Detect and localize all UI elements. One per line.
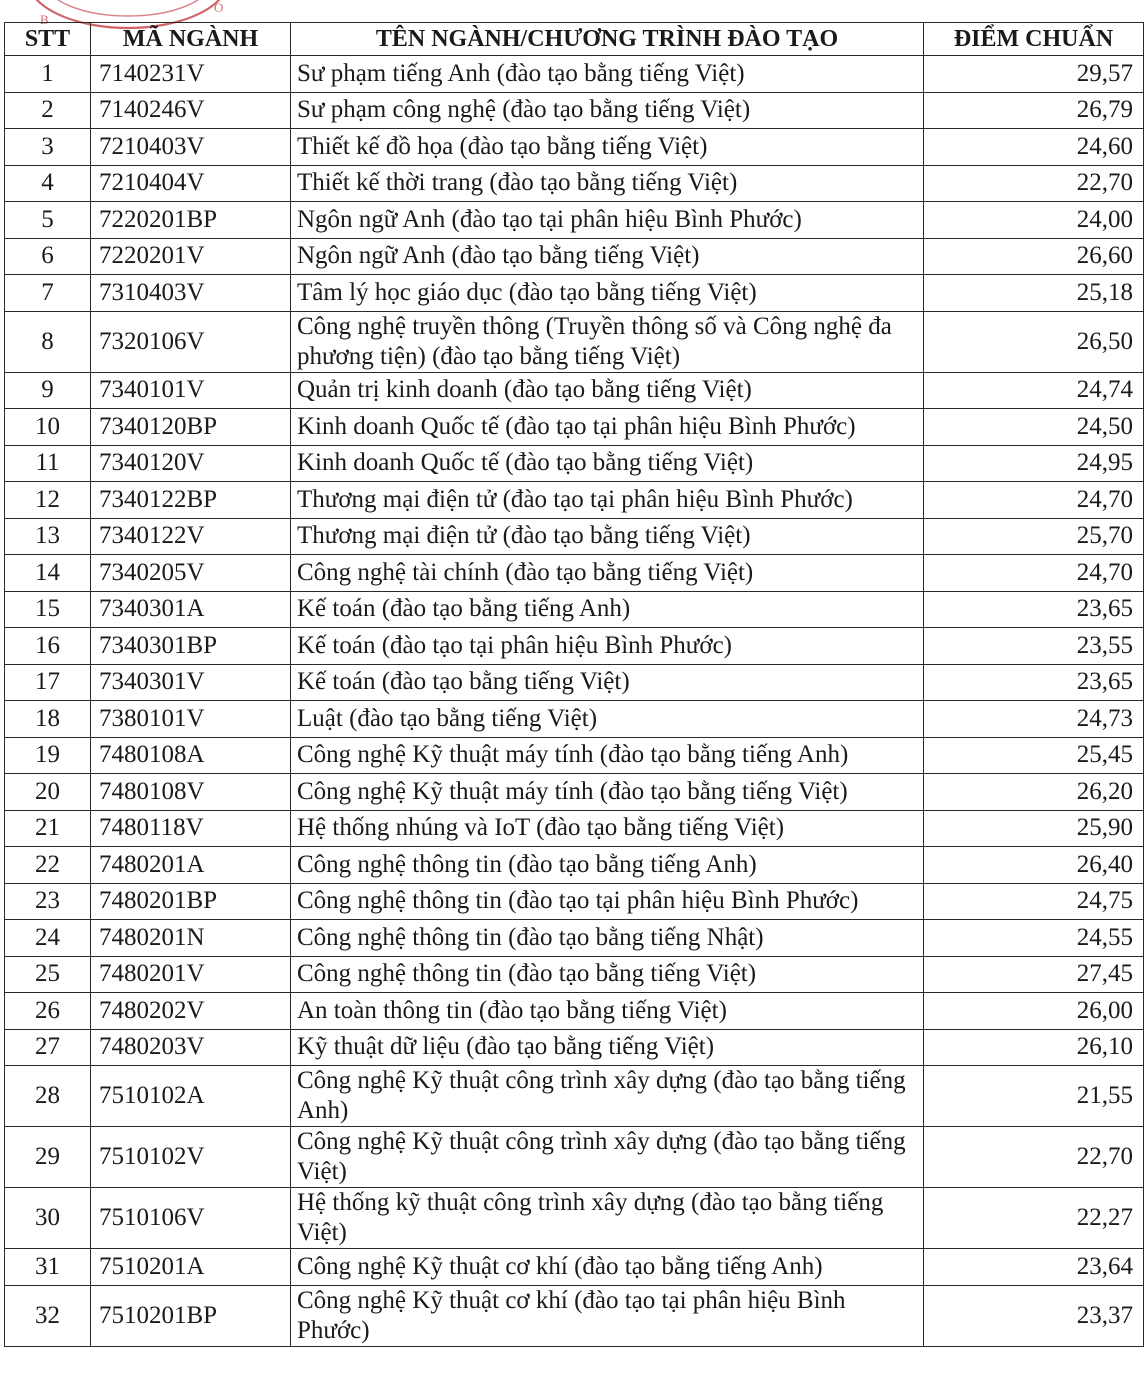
row-program-name: Công nghệ tài chính (đào tạo bằng tiếng Việt) bbox=[291, 555, 924, 592]
table-row bbox=[5, 956, 1144, 993]
row-stt: 13 bbox=[5, 518, 91, 555]
row-program-code: 7340301V bbox=[91, 664, 291, 701]
row-stt: 12 bbox=[5, 482, 91, 519]
header-code: MÃ NGÀNH bbox=[91, 23, 291, 56]
row-program-code: 7210403V bbox=[91, 129, 291, 166]
row-program-code: 7510102V bbox=[91, 1127, 291, 1188]
row-program-code: 7340301A bbox=[91, 591, 291, 628]
row-cutoff-score: 23,37 bbox=[924, 1285, 1144, 1346]
table-row bbox=[5, 555, 1144, 592]
table-row bbox=[5, 847, 1144, 884]
row-cutoff-score: 24,75 bbox=[924, 883, 1144, 920]
row-stt: 11 bbox=[5, 445, 91, 482]
table-row bbox=[5, 883, 1144, 920]
row-program-code: 7480203V bbox=[91, 1029, 291, 1066]
row-program-name: Ngôn ngữ Anh (đào tạo tại phân hiệu Bình Phước) bbox=[291, 202, 924, 239]
row-cutoff-score: 24,73 bbox=[924, 701, 1144, 738]
table-row bbox=[5, 810, 1144, 847]
row-program-name: Công nghệ Kỹ thuật máy tính (đào tạo bằng tiếng Anh) bbox=[291, 737, 924, 774]
row-program-name: Hệ thống kỹ thuật công trình xây dựng (đào tạo bằng tiếng Việt) bbox=[291, 1188, 924, 1249]
header-stt: STT bbox=[5, 23, 91, 56]
row-cutoff-score: 24,74 bbox=[924, 372, 1144, 409]
row-program-name: Thương mại điện tử (đào tạo bằng tiếng Việt) bbox=[291, 518, 924, 555]
row-program-name: Công nghệ thông tin (đào tạo bằng tiếng Nhật) bbox=[291, 920, 924, 957]
row-program-name: Công nghệ Kỹ thuật cơ khí (đào tạo tại phân hiệu Bình Phước) bbox=[291, 1285, 924, 1346]
row-program-name: Sư phạm công nghệ (đào tạo bằng tiếng Việt) bbox=[291, 92, 924, 129]
table-row bbox=[5, 92, 1144, 129]
row-program-name: Tâm lý học giáo dục (đào tạo bằng tiếng Việt) bbox=[291, 275, 924, 312]
row-program-name: Công nghệ Kỹ thuật máy tính (đào tạo bằng tiếng Việt) bbox=[291, 774, 924, 811]
row-program-code: 7220201V bbox=[91, 238, 291, 275]
row-program-code: 7210404V bbox=[91, 165, 291, 202]
row-stt: 5 bbox=[5, 202, 91, 239]
row-stt: 27 bbox=[5, 1029, 91, 1066]
admission-score-table bbox=[4, 22, 1144, 1347]
row-cutoff-score: 26,10 bbox=[924, 1029, 1144, 1066]
table-body bbox=[5, 56, 1144, 1347]
row-program-name: Hệ thống nhúng và IoT (đào tạo bằng tiếng Việt) bbox=[291, 810, 924, 847]
table-row bbox=[5, 1285, 1144, 1346]
table-row bbox=[5, 372, 1144, 409]
table-row bbox=[5, 737, 1144, 774]
row-program-name: Kế toán (đào tạo bằng tiếng Việt) bbox=[291, 664, 924, 701]
row-stt: 1 bbox=[5, 56, 91, 93]
row-program-name: Sư phạm tiếng Anh (đào tạo bằng tiếng Việt) bbox=[291, 56, 924, 93]
table-row bbox=[5, 275, 1144, 312]
table-row bbox=[5, 993, 1144, 1030]
row-cutoff-score: 24,00 bbox=[924, 202, 1144, 239]
row-stt: 2 bbox=[5, 92, 91, 129]
table-row bbox=[5, 311, 1144, 372]
table-row bbox=[5, 591, 1144, 628]
row-program-code: 7340301BP bbox=[91, 628, 291, 665]
row-program-name: Công nghệ truyền thông (Truyền thông số và Công nghệ đa phương tiện) (đào tạo bằng tiếng Việt) bbox=[291, 311, 924, 372]
row-stt: 6 bbox=[5, 238, 91, 275]
row-program-code: 7480108A bbox=[91, 737, 291, 774]
table-row bbox=[5, 920, 1144, 957]
row-program-code: 7340205V bbox=[91, 555, 291, 592]
table-row bbox=[5, 409, 1144, 446]
row-program-code: 7320106V bbox=[91, 311, 291, 372]
row-cutoff-score: 24,70 bbox=[924, 482, 1144, 519]
table-row bbox=[5, 628, 1144, 665]
row-program-code: 7480201V bbox=[91, 956, 291, 993]
table-row bbox=[5, 1066, 1144, 1127]
row-program-name: Ngôn ngữ Anh (đào tạo bằng tiếng Việt) bbox=[291, 238, 924, 275]
row-program-code: 7340101V bbox=[91, 372, 291, 409]
row-cutoff-score: 23,65 bbox=[924, 591, 1144, 628]
row-stt: 16 bbox=[5, 628, 91, 665]
row-cutoff-score: 22,70 bbox=[924, 165, 1144, 202]
row-cutoff-score: 25,70 bbox=[924, 518, 1144, 555]
row-cutoff-score: 24,50 bbox=[924, 409, 1144, 446]
row-stt: 29 bbox=[5, 1127, 91, 1188]
svg-text:B: B bbox=[40, 12, 49, 27]
row-cutoff-score: 27,45 bbox=[924, 956, 1144, 993]
row-stt: 32 bbox=[5, 1285, 91, 1346]
row-cutoff-score: 26,00 bbox=[924, 993, 1144, 1030]
row-program-name: Thương mại điện tử (đào tạo tại phân hiệu Bình Phước) bbox=[291, 482, 924, 519]
row-stt: 17 bbox=[5, 664, 91, 701]
row-program-name: Công nghệ thông tin (đào tạo tại phân hiệu Bình Phước) bbox=[291, 883, 924, 920]
table-row bbox=[5, 1188, 1144, 1249]
row-program-name: Công nghệ Kỹ thuật công trình xây dựng (đào tạo bằng tiếng Anh) bbox=[291, 1066, 924, 1127]
row-stt: 3 bbox=[5, 129, 91, 166]
table-row bbox=[5, 1029, 1144, 1066]
row-program-code: 7340122V bbox=[91, 518, 291, 555]
row-program-name: Kế toán (đào tạo bằng tiếng Anh) bbox=[291, 591, 924, 628]
table-row bbox=[5, 664, 1144, 701]
row-cutoff-score: 23,64 bbox=[924, 1249, 1144, 1286]
row-program-code: 7480201A bbox=[91, 847, 291, 884]
row-cutoff-score: 22,27 bbox=[924, 1188, 1144, 1249]
header-score: ĐIỂM CHUẨN bbox=[924, 23, 1144, 56]
row-cutoff-score: 23,55 bbox=[924, 628, 1144, 665]
row-stt: 14 bbox=[5, 555, 91, 592]
row-stt: 22 bbox=[5, 847, 91, 884]
row-cutoff-score: 25,45 bbox=[924, 737, 1144, 774]
row-stt: 30 bbox=[5, 1188, 91, 1249]
row-stt: 8 bbox=[5, 311, 91, 372]
row-stt: 4 bbox=[5, 165, 91, 202]
row-cutoff-score: 24,70 bbox=[924, 555, 1144, 592]
row-stt: 26 bbox=[5, 993, 91, 1030]
row-program-code: 7310403V bbox=[91, 275, 291, 312]
row-program-code: 7140246V bbox=[91, 92, 291, 129]
table-row bbox=[5, 238, 1144, 275]
row-program-code: 7480202V bbox=[91, 993, 291, 1030]
row-program-name: Thiết kế đồ họa (đào tạo bằng tiếng Việt) bbox=[291, 129, 924, 166]
row-program-code: 7380101V bbox=[91, 701, 291, 738]
row-program-code: 7510106V bbox=[91, 1188, 291, 1249]
row-program-name: Công nghệ thông tin (đào tạo bằng tiếng Anh) bbox=[291, 847, 924, 884]
row-cutoff-score: 26,20 bbox=[924, 774, 1144, 811]
table-row bbox=[5, 518, 1144, 555]
row-program-code: 7340120BP bbox=[91, 409, 291, 446]
table-row bbox=[5, 1127, 1144, 1188]
row-program-code: 7480201N bbox=[91, 920, 291, 957]
row-cutoff-score: 26,79 bbox=[924, 92, 1144, 129]
row-program-code: 7510201BP bbox=[91, 1285, 291, 1346]
row-cutoff-score: 24,55 bbox=[924, 920, 1144, 957]
table-row bbox=[5, 445, 1144, 482]
row-cutoff-score: 24,60 bbox=[924, 129, 1144, 166]
table-row bbox=[5, 701, 1144, 738]
row-program-name: An toàn thông tin (đào tạo bằng tiếng Việt) bbox=[291, 993, 924, 1030]
table-row bbox=[5, 1249, 1144, 1286]
row-cutoff-score: 21,55 bbox=[924, 1066, 1144, 1127]
row-program-code: 7220201BP bbox=[91, 202, 291, 239]
row-stt: 20 bbox=[5, 774, 91, 811]
row-stt: 28 bbox=[5, 1066, 91, 1127]
row-stt: 9 bbox=[5, 372, 91, 409]
row-cutoff-score: 25,18 bbox=[924, 275, 1144, 312]
row-program-code: 7480118V bbox=[91, 810, 291, 847]
row-program-name: Kinh doanh Quốc tế (đào tạo tại phân hiệu Bình Phước) bbox=[291, 409, 924, 446]
row-program-code: 7340120V bbox=[91, 445, 291, 482]
row-program-name: Kỹ thuật dữ liệu (đào tạo bằng tiếng Việt) bbox=[291, 1029, 924, 1066]
row-program-name: Công nghệ Kỹ thuật cơ khí (đào tạo bằng tiếng Anh) bbox=[291, 1249, 924, 1286]
row-program-name: Quản trị kinh doanh (đào tạo bằng tiếng Việt) bbox=[291, 372, 924, 409]
row-stt: 10 bbox=[5, 409, 91, 446]
table-row bbox=[5, 129, 1144, 166]
row-stt: 7 bbox=[5, 275, 91, 312]
row-cutoff-score: 26,40 bbox=[924, 847, 1144, 884]
table-row bbox=[5, 774, 1144, 811]
header-name: TÊN NGÀNH/CHƯƠNG TRÌNH ĐÀO TẠO bbox=[291, 23, 924, 56]
row-stt: 23 bbox=[5, 883, 91, 920]
table-header-row bbox=[5, 23, 1144, 56]
row-stt: 18 bbox=[5, 701, 91, 738]
row-program-name: Luật (đào tạo bằng tiếng Việt) bbox=[291, 701, 924, 738]
svg-text:O: O bbox=[214, 0, 224, 15]
row-program-code: 7340122BP bbox=[91, 482, 291, 519]
row-program-code: 7480108V bbox=[91, 774, 291, 811]
row-program-code: 7510201A bbox=[91, 1249, 291, 1286]
row-cutoff-score: 24,95 bbox=[924, 445, 1144, 482]
table-row bbox=[5, 202, 1144, 239]
row-stt: 15 bbox=[5, 591, 91, 628]
row-program-code: 7480201BP bbox=[91, 883, 291, 920]
row-program-name: Kế toán (đào tạo tại phân hiệu Bình Phước) bbox=[291, 628, 924, 665]
row-stt: 31 bbox=[5, 1249, 91, 1286]
row-cutoff-score: 25,90 bbox=[924, 810, 1144, 847]
row-cutoff-score: 26,50 bbox=[924, 311, 1144, 372]
row-program-code: 7510102A bbox=[91, 1066, 291, 1127]
table-row bbox=[5, 56, 1144, 93]
table-row bbox=[5, 482, 1144, 519]
row-stt: 21 bbox=[5, 810, 91, 847]
row-cutoff-score: 23,65 bbox=[924, 664, 1144, 701]
row-cutoff-score: 29,57 bbox=[924, 56, 1144, 93]
row-program-name: Công nghệ Kỹ thuật công trình xây dựng (đào tạo bằng tiếng Việt) bbox=[291, 1127, 924, 1188]
row-program-name: Công nghệ thông tin (đào tạo bằng tiếng Việt) bbox=[291, 956, 924, 993]
table-row bbox=[5, 165, 1144, 202]
row-stt: 24 bbox=[5, 920, 91, 957]
row-stt: 19 bbox=[5, 737, 91, 774]
row-program-name: Kinh doanh Quốc tế (đào tạo bằng tiếng Việt) bbox=[291, 445, 924, 482]
row-cutoff-score: 26,60 bbox=[924, 238, 1144, 275]
row-cutoff-score: 22,70 bbox=[924, 1127, 1144, 1188]
row-stt: 25 bbox=[5, 956, 91, 993]
row-program-code: 7140231V bbox=[91, 56, 291, 93]
row-program-name: Thiết kế thời trang (đào tạo bằng tiếng Việt) bbox=[291, 165, 924, 202]
